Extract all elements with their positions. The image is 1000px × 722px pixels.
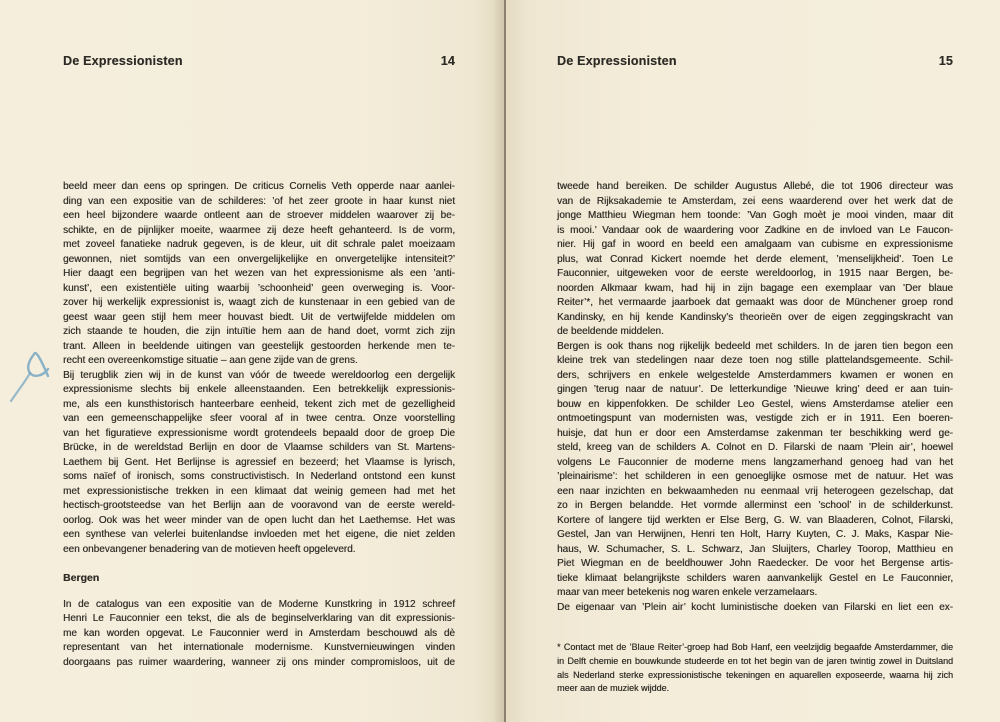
- page-header: [557, 54, 953, 68]
- text-line: plus, wat Conrad Kickert noemde het derde element, ’menselijkheid’. Toen Le: [557, 253, 953, 265]
- text-line: als Nederland sterke expressionistische tekeningen en aquarellen exposeerde, waarna hij zich: [557, 669, 953, 680]
- page-body-text: [63, 180, 455, 670]
- text-line: Kortere of langere tijd werkten er Else Berg, G. W. van Blaaderen, Colnot, Filarski,: [557, 514, 953, 526]
- text-line: beeld meer dan eens op springen. De criticus Cornelis Veth opperde naar aanlei-: [63, 181, 455, 192]
- text-line: ontmoetingspunt van modernisten was, vestigde zich er in 1911. Een boeren-: [557, 413, 953, 424]
- text-line: haus, W. Schumacher, S. L. Schwarz, Jan Sluijters, Charley Toorop, Matthieu en: [557, 543, 953, 555]
- text-line: schikte, en de pijnlijker moeite, waarmee zij deze heeft gehanteerd. Is de vorm,: [63, 224, 455, 236]
- text-line: doorgaans pas ruimer waardering, wanneer zij ons minder compromisloos, uit de: [63, 656, 455, 668]
- text-line: Bergen is ook thans nog rijkelijk bedeeld met schilders. In de jaren tien begon een: [557, 340, 953, 352]
- text-line: een onbevangener benadering van de motieven heeft opgeleverd.: [63, 543, 356, 555]
- text-line: representant van het internationale modernisme. Kunstvernieuwingen vinden: [63, 642, 455, 653]
- text-line: kleine trek van stedelingen naar deze toen nog stille plattelandsgemeente. Schil-: [557, 355, 953, 366]
- text-line: Gestel, Jan van Herwijnen, Henri ten Holt, Harry Kuyten, C. J. Maks, Kaspar Nie-: [557, 529, 953, 540]
- text-line: Reiter’*, het vermaarde jaarboek dat gemaakt was door de Münchener groep rond: [557, 297, 953, 308]
- text-line: een heel bijzondere waarde ontleent aan de stroever middelen waarover zij be-: [63, 210, 455, 221]
- text-line: gingen ’terug naar de natuur’. De letterkundige ’Nieuwe kring’ deed er aan tuin-: [557, 384, 953, 395]
- text-line: steld, kreeg van de schilders A. Colnot en D. Filarski de naam ’Plein air’, hoewel: [557, 442, 953, 453]
- text-line: een synthese van velerlei buitenlandse invloeden met het eigene, die niet zelden: [63, 529, 455, 540]
- text-line: Brücke, in de wereldstad Berlijn en door de Vlaamse schilders van St. Martens-: [63, 442, 455, 453]
- text-line: ding van een expositie van de schilderes: ’of het zeer groote in haar kunst niet: [63, 195, 455, 207]
- text-line: Henri Le Fauconnier een tekst, die als de beginselverklaring van dit expressionis-: [63, 613, 455, 624]
- text-line: tweede hand bereiken. De schilder Augustus Allebé, die tot 1906 directeur was: [557, 181, 953, 192]
- text-line: is mooi.’ Vandaar ook de waardering voor Zadkine en de invloed van Le Faucon-: [557, 224, 953, 236]
- text-line: Hier daagt een begrijpen van het wezen van het expressionisme als een ’anti-: [63, 268, 455, 279]
- text-line: meer aan de muziek wijdde.: [557, 683, 670, 694]
- text-line: expressionisme slechts bij enkele alleenstaanden. Een betrekkelijk expressionis-: [63, 384, 455, 395]
- text-line: zich staande te houden, die zijn intuïtie hem aan de hand doet, vormt zich zijn: [63, 326, 455, 337]
- text-line: huisje, dat hun er door een Amsterdamse zakenman ter beschikking werd ge-: [557, 427, 953, 439]
- running-title: De Expressionisten: [557, 54, 677, 68]
- text-line: ders, schrijvers en enkele welgestelde Amsterdammers kwamen er wonen en: [557, 369, 953, 381]
- text-line: bouw en kippenfokken. De schilder Leo Gestel, wiens Amsterdamse atelier een: [557, 398, 953, 410]
- text-line: Bij terugblik zien wij in de kunst van vóór de tweede wereldoorlog een dergelijk: [63, 369, 455, 381]
- text-line: In de catalogus van een expositie van de Moderne Kunstkring in 1912 schreef: [63, 598, 455, 610]
- text-line: in Delft chemie en bouwkunde studeerde en tot het begin van de jaren twintig zowel in Duitsland: [557, 655, 953, 666]
- text-line: van het figuratieve expressionisme wordt grotendeels bepaald door de groep Die: [63, 427, 455, 439]
- text-line: van een gemeenschappelijke sfeer vooral af in twee centra. Onze voorstelling: [63, 413, 455, 424]
- text-line: met expressionistische trekken in een klimaat dat weinig gemeen had met het: [63, 485, 455, 497]
- text-line: geest waar geen stijl hem meer houvast biedt. Uit de vertwijfelde middelen om: [63, 311, 455, 323]
- text-line: gewonnen, niet somtijds van een onvergelijkelijke en onvergetelijke intensiteit?’: [63, 253, 455, 265]
- page-header: [63, 54, 455, 68]
- page-number: 15: [938, 54, 953, 68]
- paragraph: [63, 180, 455, 557]
- text-line: recht een overeenkomstige situatie – aan gene zijde van de grens.: [63, 355, 358, 366]
- text-line: nier. Hij gaf in woord en beeld een amalgaam van cubisme en expressionisme: [557, 239, 953, 250]
- page-number: 14: [440, 54, 455, 68]
- text-line: kunst’, een existentiële uiting waarbij ’schoonheid’ geen overweging is. Voor-: [63, 282, 455, 294]
- text-line: * Contact met de ’Blaue Reiter’-groep had Bob Hanf, een veelzijdig begaafde Amsterdammer, die: [557, 642, 953, 652]
- text-line: noorden Alkmaar kwam, had hij in zijn bagage een exemplaar van ’Der blaue: [557, 282, 953, 294]
- text-line: Laethem bij Gent. Het Berlijnse is agressief en bezeerd; het Vlaamse is lyrisch,: [63, 456, 455, 468]
- text-line: me, als een kunsthistorisch hanteerbare eenheid, tekent zich met de gezelligheid: [63, 398, 455, 410]
- text-line: Kandinsky, en hij kende Kandinsky’s theorieën over de eigen zeggingskracht van: [557, 311, 953, 323]
- text-line: jonge Matthieu Wiegman hem toonde: ’Van Gogh moèt je mooi vinden, maar dit: [557, 210, 953, 221]
- running-title: De Expressionisten: [63, 54, 183, 68]
- text-line: een naar inzichten en bekwaamheden nu eenmaal vrij heterogeen gezelschap, dat: [557, 485, 953, 497]
- text-line: Fauconnier, uitgeweken voor de eerste wereldoorlog, in 1915 naar Bergen, be-: [557, 268, 953, 279]
- paragraph: [557, 180, 953, 615]
- text-line: met zoveel fanatieke nadruk gegeven, is de kleur, uit dit schrale palet moeizaam: [63, 239, 455, 250]
- pen-annotation-mark: [4, 334, 64, 424]
- page-body-text: [557, 180, 953, 696]
- text-line: de beeldende middelen.: [557, 326, 664, 337]
- text-line: soms naïef of ironisch, soms constructivistisch. In Nederland ontstond een kunst: [63, 471, 455, 482]
- footnote: [557, 641, 953, 696]
- text-line: van de Rijksakademie te Amsterdam, zei eens waarderend over het werk dat de: [557, 195, 953, 207]
- text-line: me kan worden opgevat. Le Fauconnier werd in Amsterdam beschouwd als dè: [63, 627, 455, 639]
- text-line: oorlog. Ook was het weer minder van de open lucht dan het Laethemse. Het was: [63, 514, 455, 526]
- text-line: zo in Bergen belandde. Het vormde allerminst een ’school’ in de schilderkunst.: [557, 500, 953, 511]
- text-line: volgens Le Fauconnier de moderne mens langzamerhand genoeg had van het: [557, 456, 953, 468]
- paragraph: [63, 598, 455, 671]
- text-line: ’pleinairisme’: het schilderen in een genoeglijke osmose met de natuur. Het was: [557, 471, 953, 482]
- text-line: tieke klimaat belangrijkste schilders waren aanvankelijk Gestel en Le Fauconnier,: [557, 572, 953, 584]
- text-line: hectisch-grootsteedse van het Berlijn aan de vooravond van de eerste wereld-: [63, 500, 455, 511]
- text-line: maar van meer betekenis nog waren enkele verzamelaars.: [557, 587, 818, 598]
- text-line: Piet Wiegman en de beeldhouwer John Raedecker. De voor het Bergense artis-: [557, 558, 953, 569]
- text-line: zover hij werkelijk expressionist is, waagt zich de kunstenaar in een gebied van de: [63, 297, 455, 308]
- section-heading: Bergen: [63, 572, 100, 584]
- text-line: trant. Alleen in beeldende uitingen van geestelijk gestoorden herkende men te-: [63, 340, 455, 352]
- text-line: De eigenaar van ’Plein air’ kocht luministische doeken van Filarski en liet een ex-: [557, 601, 953, 613]
- page-15: [506, 0, 1000, 722]
